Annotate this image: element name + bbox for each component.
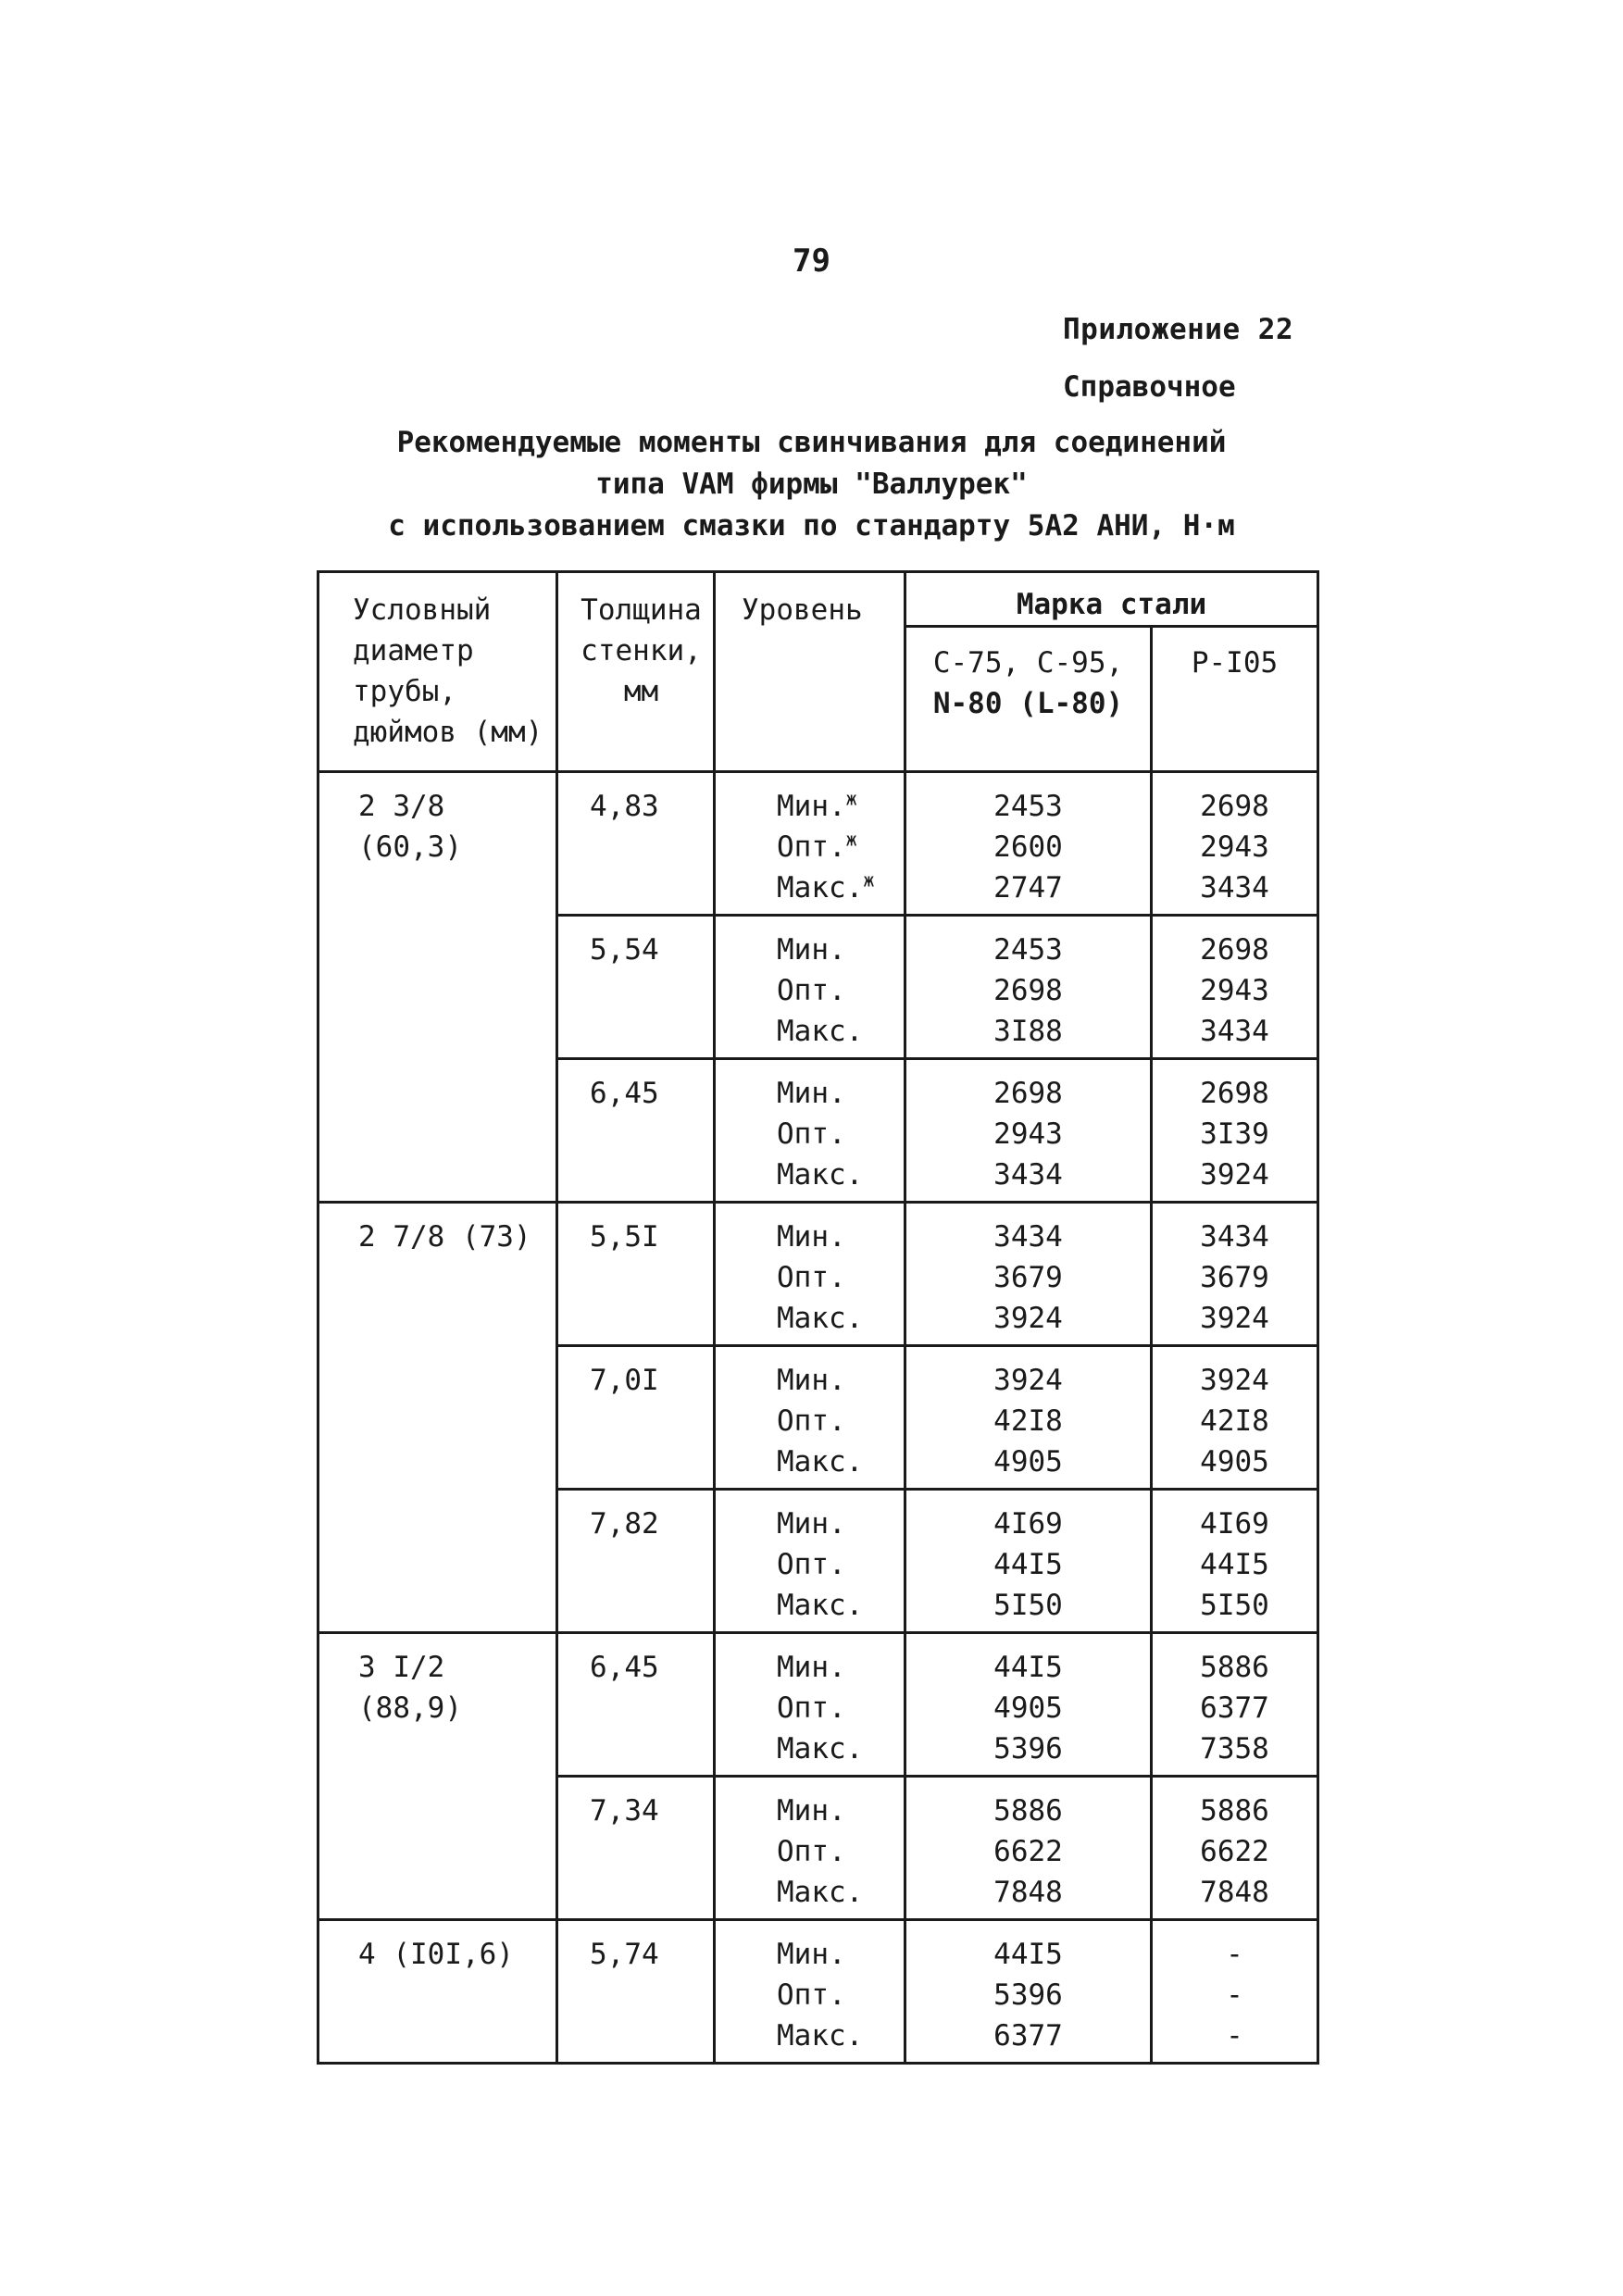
value-line-text: 7358 xyxy=(1200,1732,1269,1766)
value-line xyxy=(1153,1544,1317,1585)
value-line-text: 3I88 xyxy=(993,1015,1063,1048)
diameter-line-text: 3 I/2 xyxy=(358,1651,445,1684)
value-line xyxy=(1153,1975,1317,2015)
level-line xyxy=(777,1504,904,1544)
value-line-text: 5I50 xyxy=(1200,1589,1269,1622)
level-line xyxy=(777,1791,904,1831)
cell-grade-2 xyxy=(1152,1490,1318,1633)
level-line xyxy=(777,1688,904,1728)
value-line-text: 4905 xyxy=(1200,1445,1269,1479)
value-line-text: 5I50 xyxy=(993,1589,1063,1622)
value-line-text: - xyxy=(1226,1938,1243,1971)
value-line-text: 5396 xyxy=(993,1732,1063,1766)
value-line xyxy=(1153,786,1317,827)
diameter-line-text: (88,9) xyxy=(358,1691,462,1725)
value-line-text: 3924 xyxy=(1200,1364,1269,1397)
header-grade-1-line: N-80 (L-80) xyxy=(932,687,1124,720)
header-grade-c75-c95 xyxy=(905,627,1152,772)
value-line xyxy=(1153,1728,1317,1769)
footnote-mark: ж xyxy=(845,828,857,851)
value-line-text: 5886 xyxy=(1200,1794,1269,1828)
cell-grade-1 xyxy=(905,1346,1152,1490)
header-wall-line: мм xyxy=(623,675,659,708)
cell-level xyxy=(715,1777,905,1920)
title-line-1: Рекомендуемые моменты свинчивания для соединений xyxy=(396,426,1227,459)
value-line-text: 3679 xyxy=(993,1261,1063,1294)
level-line-text: Опт. xyxy=(777,1548,846,1581)
level-line xyxy=(777,1011,904,1052)
level-line-text: Макс. xyxy=(777,871,864,905)
cell-wall-thickness: 6,45 xyxy=(557,1059,715,1203)
level-line-text: Мин. xyxy=(777,1794,846,1828)
value-line xyxy=(1153,1360,1317,1401)
cell-level xyxy=(715,916,905,1059)
page-number: 79 xyxy=(793,243,830,280)
value-line xyxy=(1153,1831,1317,1872)
value-line xyxy=(906,1831,1150,1872)
level-line-text: Опт. xyxy=(777,1261,846,1294)
cell-level xyxy=(715,1633,905,1777)
value-line-text: 6377 xyxy=(993,2019,1063,2053)
diameter-line-text: (60,3) xyxy=(358,830,462,864)
value-line-text: 2698 xyxy=(1200,1077,1269,1110)
value-line xyxy=(906,970,1150,1011)
value-line-text: 4905 xyxy=(993,1691,1063,1725)
value-line-text: 44I5 xyxy=(993,1548,1063,1581)
level-line-text: Опт. xyxy=(777,1117,846,1151)
value-line xyxy=(1153,1154,1317,1195)
level-line-text: Макс. xyxy=(777,1015,864,1048)
value-line-text: 42I8 xyxy=(1200,1404,1269,1438)
value-line xyxy=(906,1154,1150,1195)
cell-level xyxy=(715,1203,905,1346)
cell-diameter xyxy=(318,1203,557,1633)
value-line-text: 3434 xyxy=(1200,1220,1269,1254)
header-diameter-line: трубы, xyxy=(353,675,456,708)
level-line xyxy=(777,1872,904,1913)
value-line xyxy=(906,1257,1150,1298)
value-line-text: 4I69 xyxy=(1200,1507,1269,1541)
value-line xyxy=(1153,1217,1317,1257)
value-line-text: 4905 xyxy=(993,1445,1063,1479)
value-line-text: 2943 xyxy=(993,1117,1063,1151)
level-line-text: Опт. xyxy=(777,974,846,1007)
header-level: Уровень xyxy=(715,572,905,772)
value-line-text: 3924 xyxy=(993,1302,1063,1335)
level-line-text: Мин. xyxy=(777,1938,846,1971)
cell-diameter xyxy=(318,1920,557,2064)
diameter-line xyxy=(358,1217,556,1257)
value-line xyxy=(906,1504,1150,1544)
value-line xyxy=(906,1114,1150,1154)
value-line-text: 2698 xyxy=(993,974,1063,1007)
value-line-text: 6377 xyxy=(1200,1691,1269,1725)
cell-level xyxy=(715,1490,905,1633)
header-grade-p105: Р-I05 xyxy=(1152,627,1318,772)
cell-grade-1 xyxy=(905,1777,1152,1920)
diameter-line-text: 2 7/8 (73) xyxy=(358,1220,531,1254)
cell-level xyxy=(715,772,905,916)
reference-label: Справочное xyxy=(1063,370,1236,404)
level-line-text: Опт. xyxy=(777,1404,846,1438)
header-steel-grade: Марка стали xyxy=(905,572,1318,627)
value-line xyxy=(906,1298,1150,1339)
value-line xyxy=(906,1441,1150,1482)
value-line-text: 6622 xyxy=(993,1835,1063,1868)
footnote-mark: ж xyxy=(845,787,857,810)
value-line xyxy=(906,1728,1150,1769)
level-line-text: Макс. xyxy=(777,1589,864,1622)
level-line xyxy=(777,970,904,1011)
cell-level xyxy=(715,1346,905,1490)
value-line xyxy=(906,1011,1150,1052)
cell-wall-thickness: 6,45 xyxy=(557,1633,715,1777)
header-diameter-line: дюймов (мм) xyxy=(353,716,543,749)
header-diameter-line: Условный xyxy=(353,593,492,627)
value-line xyxy=(1153,1872,1317,1913)
value-line xyxy=(906,867,1150,908)
cell-wall-thickness: 7,82 xyxy=(557,1490,715,1633)
value-line-text: 3434 xyxy=(1200,1015,1269,1048)
level-line-text: Макс. xyxy=(777,1732,864,1766)
table-row xyxy=(318,1203,1318,1346)
table-row xyxy=(318,772,1318,916)
footnote-mark: ж xyxy=(863,868,875,892)
level-line xyxy=(777,930,904,970)
value-line xyxy=(1153,930,1317,970)
value-line-text: 5396 xyxy=(993,1978,1063,2012)
value-line-text: 5886 xyxy=(993,1794,1063,1828)
value-line xyxy=(1153,1791,1317,1831)
level-line xyxy=(777,1647,904,1688)
diameter-line xyxy=(358,827,556,867)
level-line xyxy=(777,827,904,867)
cell-grade-2 xyxy=(1152,1777,1318,1920)
value-line xyxy=(906,1401,1150,1441)
value-line-text: - xyxy=(1226,1978,1243,2012)
cell-grade-2 xyxy=(1152,916,1318,1059)
level-line xyxy=(777,1360,904,1401)
level-line xyxy=(777,1585,904,1626)
title-line-3: с использованием смазки по стандарту 5А2 АНИ, Н·м xyxy=(388,509,1235,543)
diameter-line-text: 4 (I0I,6) xyxy=(358,1938,514,1971)
header-wall-line: стенки, xyxy=(581,634,702,668)
level-line-text: Макс. xyxy=(777,1445,864,1479)
value-line xyxy=(1153,1073,1317,1114)
value-line xyxy=(906,1975,1150,2015)
level-line-text: Макс. xyxy=(777,1158,864,1192)
level-line xyxy=(777,1257,904,1298)
value-line-text: 44I5 xyxy=(993,1651,1063,1684)
value-line-text: 6622 xyxy=(1200,1835,1269,1868)
table-row xyxy=(318,1920,1318,2064)
value-line xyxy=(1153,1688,1317,1728)
value-line xyxy=(1153,867,1317,908)
level-line-text: Мин. xyxy=(777,1507,846,1541)
cell-grade-2 xyxy=(1152,772,1318,916)
level-line-text: Макс. xyxy=(777,2019,864,2053)
table-body xyxy=(318,772,1318,2064)
value-line-text: 2943 xyxy=(1200,974,1269,1007)
level-line xyxy=(777,1544,904,1585)
level-line xyxy=(777,1401,904,1441)
value-line-text: 3434 xyxy=(993,1158,1063,1192)
value-line xyxy=(1153,1114,1317,1154)
level-line-text: Макс. xyxy=(777,1302,864,1335)
level-line xyxy=(777,867,904,908)
cell-level xyxy=(715,1920,905,2064)
value-line-text: 2943 xyxy=(1200,830,1269,864)
level-line xyxy=(777,1217,904,1257)
value-line xyxy=(1153,1441,1317,1482)
appendix-label: Приложение 22 xyxy=(1063,313,1294,346)
value-line xyxy=(906,1791,1150,1831)
value-line-text: 2600 xyxy=(993,830,1063,864)
level-line xyxy=(777,2015,904,2056)
cell-grade-2 xyxy=(1152,1346,1318,1490)
cell-grade-1 xyxy=(905,1203,1152,1346)
level-line-text: Мин. xyxy=(777,1077,846,1110)
level-line xyxy=(777,1073,904,1114)
cell-grade-2 xyxy=(1152,1203,1318,1346)
value-line xyxy=(906,1073,1150,1114)
value-line xyxy=(906,930,1150,970)
value-line xyxy=(1153,1504,1317,1544)
value-line xyxy=(1153,827,1317,867)
cell-diameter xyxy=(318,1633,557,1920)
value-line xyxy=(906,1647,1150,1688)
cell-wall-thickness: 4,83 xyxy=(557,772,715,916)
value-line xyxy=(906,2015,1150,2056)
cell-grade-1 xyxy=(905,1059,1152,1203)
value-line-text: 2747 xyxy=(993,871,1063,905)
cell-grade-2 xyxy=(1152,1059,1318,1203)
value-line-text: 3924 xyxy=(1200,1302,1269,1335)
value-line-text: 3679 xyxy=(1200,1261,1269,1294)
value-line-text: 3434 xyxy=(1200,871,1269,905)
cell-diameter xyxy=(318,772,557,1203)
header-diameter xyxy=(318,572,557,772)
header-wall-thickness xyxy=(557,572,715,772)
value-line xyxy=(1153,1585,1317,1626)
cell-grade-2 xyxy=(1152,1920,1318,2064)
cell-wall-thickness: 7,34 xyxy=(557,1777,715,1920)
header-grade-1-line: С-75, С-95, xyxy=(932,646,1124,680)
level-line-text: Мин. xyxy=(777,1651,846,1684)
value-line-text: 2453 xyxy=(993,790,1063,823)
diameter-line xyxy=(358,786,556,827)
value-line xyxy=(1153,970,1317,1011)
cell-grade-1 xyxy=(905,1920,1152,2064)
value-line-text: 2698 xyxy=(1200,790,1269,823)
cell-grade-1 xyxy=(905,1490,1152,1633)
level-line xyxy=(777,1441,904,1482)
title-line-2: типа VAM фирмы "Валлурек" xyxy=(595,468,1028,501)
value-line xyxy=(1153,1647,1317,1688)
value-line-text: 3434 xyxy=(993,1220,1063,1254)
value-line-text: 7848 xyxy=(993,1876,1063,1909)
level-line-text: Мин. xyxy=(777,933,846,967)
cell-grade-1 xyxy=(905,916,1152,1059)
level-line-text: Опт. xyxy=(777,1691,846,1725)
level-line-text: Мин. xyxy=(777,1364,846,1397)
level-line-text: Мин. xyxy=(777,1220,846,1254)
level-line-text: Опт. xyxy=(777,1835,846,1868)
value-line-text: 3924 xyxy=(1200,1158,1269,1192)
level-line xyxy=(777,1114,904,1154)
value-line-text: 2698 xyxy=(993,1077,1063,1110)
header-diameter-line: диаметр xyxy=(353,634,474,668)
diameter-line xyxy=(358,1688,556,1728)
diameter-line xyxy=(358,1934,556,1975)
torque-table xyxy=(317,570,1319,2065)
cell-grade-1 xyxy=(905,772,1152,916)
value-line xyxy=(906,827,1150,867)
level-line xyxy=(777,1728,904,1769)
value-line xyxy=(1153,1011,1317,1052)
level-line-text: Макс. xyxy=(777,1876,864,1909)
value-line-text: 2453 xyxy=(993,933,1063,967)
value-line xyxy=(906,786,1150,827)
value-line-text: 3924 xyxy=(993,1364,1063,1397)
cell-wall-thickness: 5,5I xyxy=(557,1203,715,1346)
value-line xyxy=(906,1872,1150,1913)
value-line xyxy=(1153,1934,1317,1975)
value-line xyxy=(906,1585,1150,1626)
cell-wall-thickness: 7,0I xyxy=(557,1346,715,1490)
cell-wall-thickness: 5,74 xyxy=(557,1920,715,2064)
cell-level xyxy=(715,1059,905,1203)
diameter-line-text: 2 3/8 xyxy=(358,790,445,823)
value-line-text: 5886 xyxy=(1200,1651,1269,1684)
value-line xyxy=(906,1688,1150,1728)
level-line xyxy=(777,786,904,827)
value-line-text: - xyxy=(1226,2019,1243,2053)
value-line-text: 42I8 xyxy=(993,1404,1063,1438)
value-line xyxy=(906,1360,1150,1401)
cell-grade-2 xyxy=(1152,1633,1318,1777)
level-line-text: Мин. xyxy=(777,790,846,823)
value-line xyxy=(1153,2015,1317,2056)
value-line-text: 2698 xyxy=(1200,933,1269,967)
table-row xyxy=(318,1633,1318,1777)
value-line xyxy=(906,1217,1150,1257)
value-line-text: 3I39 xyxy=(1200,1117,1269,1151)
value-line-text: 44I5 xyxy=(993,1938,1063,1971)
value-line xyxy=(906,1544,1150,1585)
value-line xyxy=(906,1934,1150,1975)
value-line xyxy=(1153,1401,1317,1441)
level-line xyxy=(777,1831,904,1872)
value-line-text: 44I5 xyxy=(1200,1548,1269,1581)
level-line-text: Опт. xyxy=(777,1978,846,2012)
value-line-text: 4I69 xyxy=(993,1507,1063,1541)
cell-grade-1 xyxy=(905,1633,1152,1777)
value-line-text: 7848 xyxy=(1200,1876,1269,1909)
value-line xyxy=(1153,1257,1317,1298)
diameter-line xyxy=(358,1647,556,1688)
level-line xyxy=(777,1975,904,2015)
level-line-text: Опт. xyxy=(777,830,846,864)
cell-wall-thickness: 5,54 xyxy=(557,916,715,1059)
value-line xyxy=(1153,1298,1317,1339)
level-line xyxy=(777,1154,904,1195)
header-wall-line: Толщина xyxy=(581,593,702,627)
level-line xyxy=(777,1298,904,1339)
level-line xyxy=(777,1934,904,1975)
